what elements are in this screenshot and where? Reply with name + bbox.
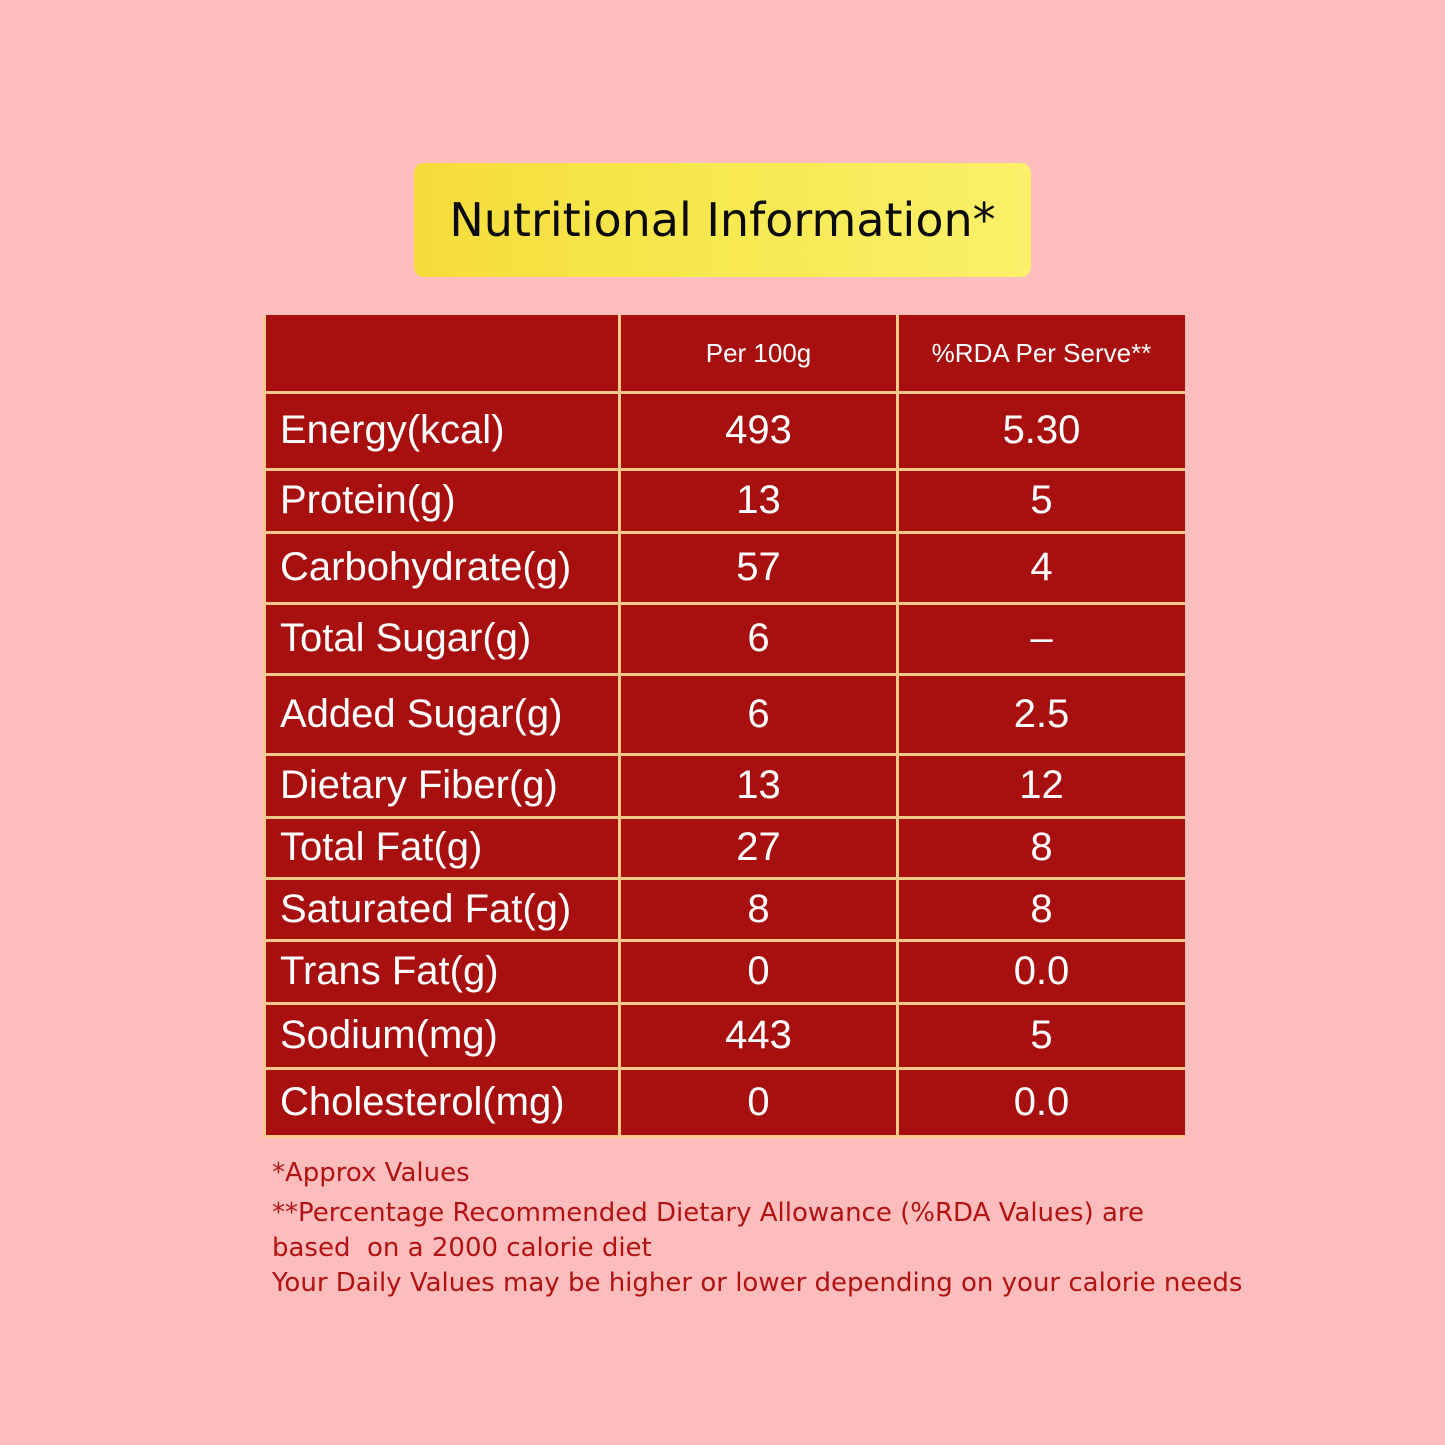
per-100g-value: 443	[620, 1003, 898, 1068]
rda-value: 2.5	[898, 674, 1185, 754]
title-banner	[414, 163, 1031, 277]
nutrition-table	[263, 315, 1185, 1138]
per-100g-value: 13	[620, 469, 898, 532]
rda-note-line-2: based on a 2000 calorie diet	[272, 1233, 652, 1263]
approx-values-note: *Approx Values	[272, 1158, 470, 1188]
nutrient-label: Dietary Fiber(g)	[265, 754, 620, 817]
rda-value: 8	[898, 878, 1185, 940]
per-100g-value: 8	[620, 878, 898, 940]
table-row	[265, 878, 1185, 940]
nutrient-label: Protein(g)	[265, 469, 620, 532]
per-100g-value: 27	[620, 817, 898, 878]
header-per-100g: Per 100g	[620, 316, 898, 392]
table-row	[265, 392, 1185, 469]
rda-value: 0.0	[898, 940, 1185, 1003]
nutrient-label: Trans Fat(g)	[265, 940, 620, 1003]
table-row	[265, 532, 1185, 603]
nutrient-label: Total Sugar(g)	[265, 603, 620, 674]
table-row	[265, 754, 1185, 817]
rda-value: 12	[898, 754, 1185, 817]
per-100g-value: 493	[620, 392, 898, 469]
nutrient-label: Energy(kcal)	[265, 392, 620, 469]
per-100g-value: 0	[620, 940, 898, 1003]
table-row	[265, 1003, 1185, 1068]
rda-value: 0.0	[898, 1068, 1185, 1136]
nutrient-label: Total Fat(g)	[265, 817, 620, 878]
table-row	[265, 940, 1185, 1003]
header-empty-cell	[265, 316, 620, 392]
table-row	[265, 817, 1185, 878]
nutrient-label: Sodium(mg)	[265, 1003, 620, 1068]
rda-note-line-1: **Percentage Recommended Dietary Allowance (%RDA Values) are	[272, 1198, 1145, 1228]
header-rda-per-serve: %RDA Per Serve**	[898, 316, 1185, 392]
per-100g-value: 57	[620, 532, 898, 603]
nutrient-label: Carbohydrate(g)	[265, 532, 620, 603]
rda-value: 5.30	[898, 392, 1185, 469]
per-100g-value: 6	[620, 674, 898, 754]
table-row	[265, 603, 1185, 674]
nutrient-label: Saturated Fat(g)	[265, 878, 620, 940]
table-row	[265, 1068, 1185, 1136]
rda-value: 5	[898, 1003, 1185, 1068]
table-row	[265, 469, 1185, 532]
table-row	[265, 674, 1185, 754]
per-100g-value: 6	[620, 603, 898, 674]
daily-values-note: Your Daily Values may be higher or lower depending on your calorie needs	[272, 1268, 1243, 1298]
per-100g-value: 13	[620, 754, 898, 817]
per-100g-value: 0	[620, 1068, 898, 1136]
nutrient-label: Added Sugar(g)	[265, 674, 620, 754]
rda-value: 5	[898, 469, 1185, 532]
table-header-row	[265, 316, 1185, 392]
rda-value: 4	[898, 532, 1185, 603]
rda-value: 8	[898, 817, 1185, 878]
nutrient-label: Cholesterol(mg)	[265, 1068, 620, 1136]
rda-value: –	[898, 603, 1185, 674]
page-title: Nutritional Information*	[449, 193, 996, 247]
footnotes	[272, 1156, 1272, 1301]
